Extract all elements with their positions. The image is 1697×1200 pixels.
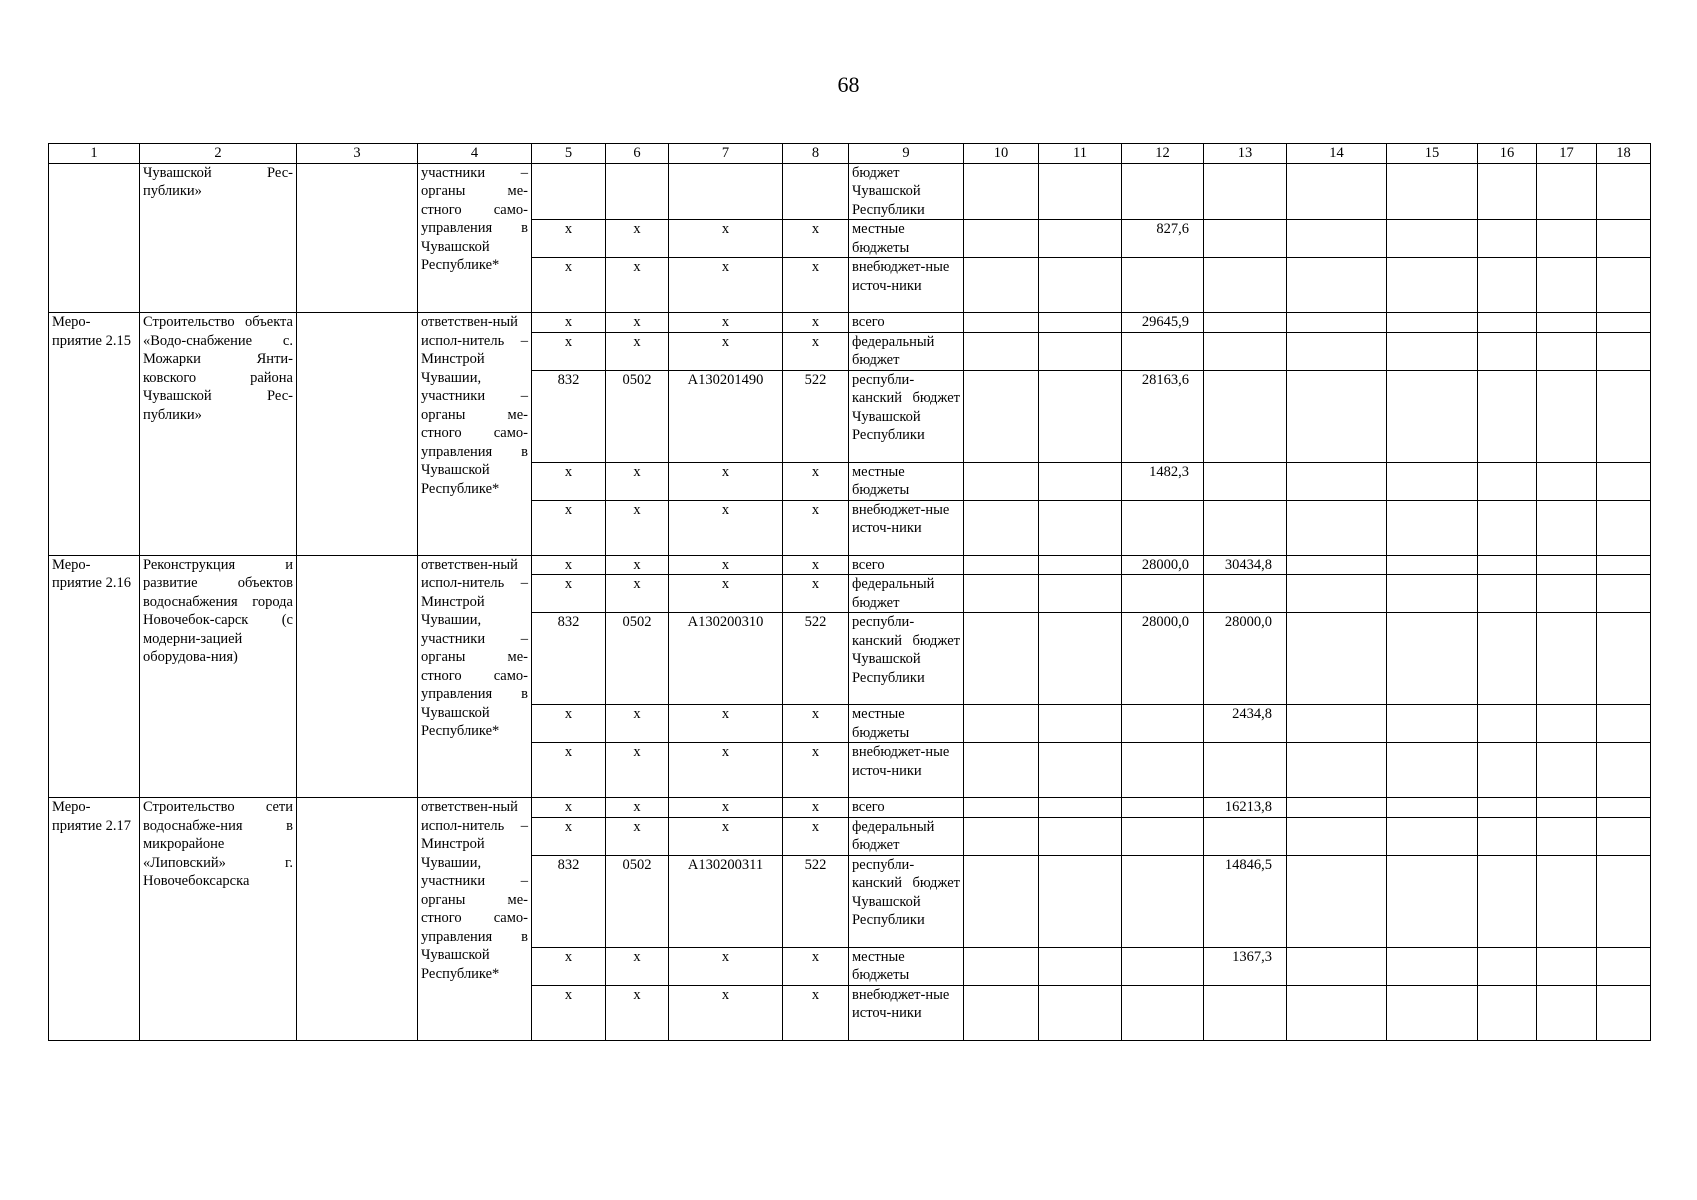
value-col-18 <box>1597 555 1651 575</box>
value-col-18 <box>1597 500 1651 555</box>
value-col-10 <box>964 370 1039 462</box>
grbs-code: x <box>532 500 606 555</box>
value-col-12 <box>1122 332 1204 370</box>
value-col-10 <box>964 500 1039 555</box>
event-col-3 <box>297 798 418 1041</box>
value-col-17 <box>1537 258 1597 313</box>
value-col-13: 16213,8 <box>1204 798 1287 818</box>
value-col-13 <box>1204 985 1287 1040</box>
value-col-15 <box>1387 817 1478 855</box>
event-executor: ответствен-ный испол-нитель – Минстрой Чувашии, участники – органы ме-стного само-управления в Чувашской Республике* <box>418 313 532 556</box>
column-header-7: 7 <box>669 144 783 164</box>
value-col-10 <box>964 705 1039 743</box>
value-col-17 <box>1537 575 1597 613</box>
grbs-code: x <box>532 798 606 818</box>
value-col-12 <box>1122 947 1204 985</box>
expense-type: 522 <box>783 613 849 705</box>
column-header-6: 6 <box>606 144 669 164</box>
section-code: x <box>606 555 669 575</box>
value-col-13 <box>1204 258 1287 313</box>
value-col-12 <box>1122 575 1204 613</box>
funding-source: республи-канский бюджет Чувашской Республики <box>849 613 964 705</box>
target-code: x <box>669 258 783 313</box>
section-code: x <box>606 798 669 818</box>
value-col-13 <box>1204 462 1287 500</box>
event-number <box>49 163 140 313</box>
value-col-15 <box>1387 798 1478 818</box>
value-col-12 <box>1122 817 1204 855</box>
target-code: x <box>669 555 783 575</box>
target-code: x <box>669 500 783 555</box>
event-number: Меро-приятие 2.15 <box>49 313 140 556</box>
value-col-14 <box>1287 985 1387 1040</box>
section-code: x <box>606 258 669 313</box>
value-col-17 <box>1537 220 1597 258</box>
value-col-12 <box>1122 798 1204 818</box>
value-col-16 <box>1478 370 1537 462</box>
target-code: А130200311 <box>669 855 783 947</box>
target-code: x <box>669 817 783 855</box>
value-col-14 <box>1287 258 1387 313</box>
target-code: x <box>669 575 783 613</box>
expense-type: x <box>783 575 849 613</box>
value-col-15 <box>1387 613 1478 705</box>
value-col-17 <box>1537 555 1597 575</box>
section-code: 0502 <box>606 613 669 705</box>
value-col-11 <box>1039 313 1122 333</box>
value-col-17 <box>1537 947 1597 985</box>
value-col-12 <box>1122 705 1204 743</box>
value-col-10 <box>964 163 1039 220</box>
value-col-10 <box>964 258 1039 313</box>
target-code <box>669 163 783 220</box>
target-code: x <box>669 313 783 333</box>
value-col-10 <box>964 985 1039 1040</box>
value-col-13 <box>1204 370 1287 462</box>
value-col-15 <box>1387 743 1478 798</box>
value-col-16 <box>1478 947 1537 985</box>
value-col-16 <box>1478 798 1537 818</box>
expense-type <box>783 163 849 220</box>
expense-type: x <box>783 798 849 818</box>
value-col-11 <box>1039 855 1122 947</box>
target-code: А130201490 <box>669 370 783 462</box>
value-col-11 <box>1039 705 1122 743</box>
value-col-13 <box>1204 500 1287 555</box>
value-col-10 <box>964 855 1039 947</box>
funding-source: бюджет Чувашской Республики <box>849 163 964 220</box>
value-col-10 <box>964 575 1039 613</box>
column-header-11: 11 <box>1039 144 1122 164</box>
value-col-15 <box>1387 555 1478 575</box>
value-col-16 <box>1478 613 1537 705</box>
budget-table <box>48 143 1651 1041</box>
value-col-14 <box>1287 798 1387 818</box>
value-col-14 <box>1287 743 1387 798</box>
expense-type: x <box>783 705 849 743</box>
value-col-17 <box>1537 313 1597 333</box>
value-col-17 <box>1537 705 1597 743</box>
event-name: Чувашской Рес-публики» <box>140 163 297 313</box>
value-col-12 <box>1122 500 1204 555</box>
expense-type: x <box>783 947 849 985</box>
value-col-16 <box>1478 575 1537 613</box>
value-col-16 <box>1478 743 1537 798</box>
column-header-8: 8 <box>783 144 849 164</box>
grbs-code: x <box>532 220 606 258</box>
value-col-18 <box>1597 462 1651 500</box>
value-col-18 <box>1597 985 1651 1040</box>
column-header-3: 3 <box>297 144 418 164</box>
section-code <box>606 163 669 220</box>
grbs-code: x <box>532 258 606 313</box>
value-col-16 <box>1478 985 1537 1040</box>
grbs-code <box>532 163 606 220</box>
funding-source: местные бюджеты <box>849 220 964 258</box>
value-col-12: 29645,9 <box>1122 313 1204 333</box>
event-number: Меро-приятие 2.16 <box>49 555 140 798</box>
value-col-15 <box>1387 575 1478 613</box>
grbs-code: x <box>532 985 606 1040</box>
column-header-16: 16 <box>1478 144 1537 164</box>
value-col-16 <box>1478 258 1537 313</box>
event-name: Реконструкция и развитие объектов водоснабжения города Новочебок-сарск (с модерни-зацией оборудова-ния) <box>140 555 297 798</box>
column-header-18: 18 <box>1597 144 1651 164</box>
expense-type: x <box>783 555 849 575</box>
value-col-12: 28000,0 <box>1122 613 1204 705</box>
target-code: А130200310 <box>669 613 783 705</box>
value-col-18 <box>1597 613 1651 705</box>
value-col-14 <box>1287 462 1387 500</box>
expense-type: 522 <box>783 855 849 947</box>
value-col-15 <box>1387 947 1478 985</box>
value-col-10 <box>964 462 1039 500</box>
grbs-code: x <box>532 313 606 333</box>
section-code: x <box>606 947 669 985</box>
event-executor: ответствен-ный испол-нитель – Минстрой Чувашии, участники – органы ме-стного само-управления в Чувашской Республике* <box>418 798 532 1041</box>
value-col-14 <box>1287 500 1387 555</box>
value-col-15 <box>1387 332 1478 370</box>
value-col-18 <box>1597 163 1651 220</box>
value-col-11 <box>1039 163 1122 220</box>
value-col-14 <box>1287 332 1387 370</box>
column-header-10: 10 <box>964 144 1039 164</box>
event-executor: ответствен-ный испол-нитель – Минстрой Чувашии, участники – органы ме-стного само-управления в Чувашской Республике* <box>418 555 532 798</box>
page-number: 68 <box>837 72 860 97</box>
column-header-15: 15 <box>1387 144 1478 164</box>
value-col-18 <box>1597 743 1651 798</box>
value-col-13: 30434,8 <box>1204 555 1287 575</box>
grbs-code: x <box>532 555 606 575</box>
value-col-15 <box>1387 855 1478 947</box>
value-col-17 <box>1537 370 1597 462</box>
value-col-13: 1367,3 <box>1204 947 1287 985</box>
column-header-13: 13 <box>1204 144 1287 164</box>
value-col-13 <box>1204 220 1287 258</box>
value-col-12 <box>1122 258 1204 313</box>
target-code: x <box>669 947 783 985</box>
table-row <box>49 313 1651 333</box>
section-code: x <box>606 985 669 1040</box>
value-col-15 <box>1387 985 1478 1040</box>
table-row <box>49 163 1651 220</box>
column-header-12: 12 <box>1122 144 1204 164</box>
value-col-17 <box>1537 163 1597 220</box>
value-col-11 <box>1039 985 1122 1040</box>
column-header-4: 4 <box>418 144 532 164</box>
value-col-16 <box>1478 817 1537 855</box>
value-col-18 <box>1597 220 1651 258</box>
value-col-11 <box>1039 947 1122 985</box>
column-header-14: 14 <box>1287 144 1387 164</box>
value-col-16 <box>1478 705 1537 743</box>
section-code: x <box>606 220 669 258</box>
value-col-12 <box>1122 985 1204 1040</box>
expense-type: x <box>783 985 849 1040</box>
value-col-16 <box>1478 855 1537 947</box>
value-col-17 <box>1537 855 1597 947</box>
value-col-12: 1482,3 <box>1122 462 1204 500</box>
value-col-14 <box>1287 575 1387 613</box>
value-col-10 <box>964 332 1039 370</box>
value-col-11 <box>1039 613 1122 705</box>
value-col-14 <box>1287 220 1387 258</box>
grbs-code: x <box>532 817 606 855</box>
column-header-5: 5 <box>532 144 606 164</box>
funding-source: внебюджет-ные источ-ники <box>849 985 964 1040</box>
value-col-14 <box>1287 817 1387 855</box>
value-col-14 <box>1287 947 1387 985</box>
funding-source: всего <box>849 798 964 818</box>
value-col-13 <box>1204 817 1287 855</box>
event-col-3 <box>297 163 418 313</box>
value-col-16 <box>1478 500 1537 555</box>
value-col-15 <box>1387 313 1478 333</box>
value-col-11 <box>1039 817 1122 855</box>
section-code: x <box>606 705 669 743</box>
value-col-14 <box>1287 855 1387 947</box>
value-col-10 <box>964 613 1039 705</box>
column-header-1: 1 <box>49 144 140 164</box>
grbs-code: x <box>532 743 606 798</box>
value-col-13 <box>1204 575 1287 613</box>
value-col-14 <box>1287 555 1387 575</box>
value-col-13 <box>1204 743 1287 798</box>
funding-source: федеральный бюджет <box>849 575 964 613</box>
funding-source: федеральный бюджет <box>849 332 964 370</box>
value-col-17 <box>1537 985 1597 1040</box>
funding-source: республи-канский бюджет Чувашской Республики <box>849 855 964 947</box>
value-col-12: 28000,0 <box>1122 555 1204 575</box>
value-col-11 <box>1039 462 1122 500</box>
event-number: Меро-приятие 2.17 <box>49 798 140 1041</box>
value-col-10 <box>964 798 1039 818</box>
target-code: x <box>669 798 783 818</box>
section-code: x <box>606 575 669 613</box>
value-col-15 <box>1387 163 1478 220</box>
value-col-18 <box>1597 313 1651 333</box>
section-code: x <box>606 313 669 333</box>
target-code: x <box>669 332 783 370</box>
expense-type: x <box>783 313 849 333</box>
target-code: x <box>669 220 783 258</box>
value-col-15 <box>1387 220 1478 258</box>
grbs-code: 832 <box>532 855 606 947</box>
section-code: 0502 <box>606 370 669 462</box>
grbs-code: x <box>532 705 606 743</box>
value-col-18 <box>1597 798 1651 818</box>
value-col-16 <box>1478 163 1537 220</box>
funding-source: внебюджет-ные источ-ники <box>849 743 964 798</box>
grbs-code: x <box>532 947 606 985</box>
value-col-11 <box>1039 555 1122 575</box>
value-col-13 <box>1204 163 1287 220</box>
section-code: x <box>606 743 669 798</box>
value-col-17 <box>1537 743 1597 798</box>
value-col-15 <box>1387 500 1478 555</box>
grbs-code: x <box>532 462 606 500</box>
value-col-10 <box>964 817 1039 855</box>
value-col-18 <box>1597 855 1651 947</box>
funding-source: внебюджет-ные источ-ники <box>849 258 964 313</box>
value-col-11 <box>1039 332 1122 370</box>
value-col-10 <box>964 743 1039 798</box>
event-executor: участники – органы ме-стного само-управления в Чувашской Республике* <box>418 163 532 313</box>
value-col-12: 28163,6 <box>1122 370 1204 462</box>
target-code: x <box>669 462 783 500</box>
value-col-17 <box>1537 332 1597 370</box>
value-col-14 <box>1287 313 1387 333</box>
value-col-11 <box>1039 220 1122 258</box>
value-col-16 <box>1478 462 1537 500</box>
value-col-16 <box>1478 220 1537 258</box>
event-col-3 <box>297 555 418 798</box>
section-code: x <box>606 500 669 555</box>
funding-source: внебюджет-ные источ-ники <box>849 500 964 555</box>
funding-source: всего <box>849 313 964 333</box>
value-col-18 <box>1597 705 1651 743</box>
value-col-18 <box>1597 817 1651 855</box>
value-col-12 <box>1122 163 1204 220</box>
section-code: x <box>606 462 669 500</box>
value-col-11 <box>1039 743 1122 798</box>
value-col-17 <box>1537 613 1597 705</box>
value-col-16 <box>1478 555 1537 575</box>
column-header-9: 9 <box>849 144 964 164</box>
value-col-16 <box>1478 313 1537 333</box>
funding-source: местные бюджеты <box>849 705 964 743</box>
value-col-18 <box>1597 370 1651 462</box>
funding-source: республи-канский бюджет Чувашской Республики <box>849 370 964 462</box>
value-col-14 <box>1287 705 1387 743</box>
header-row <box>49 144 1651 164</box>
expense-type: x <box>783 817 849 855</box>
event-name: Строительство объекта «Водо-снабжение с. Можарки Янти-ковского района Чувашской Рес-публики» <box>140 313 297 556</box>
expense-type: x <box>783 462 849 500</box>
value-col-13: 14846,5 <box>1204 855 1287 947</box>
value-col-11 <box>1039 258 1122 313</box>
value-col-14 <box>1287 370 1387 462</box>
target-code: x <box>669 743 783 798</box>
value-col-13 <box>1204 332 1287 370</box>
section-code: x <box>606 332 669 370</box>
value-col-17 <box>1537 817 1597 855</box>
event-col-3 <box>297 313 418 556</box>
expense-type: x <box>783 500 849 555</box>
grbs-code: 832 <box>532 370 606 462</box>
value-col-12 <box>1122 855 1204 947</box>
value-col-11 <box>1039 370 1122 462</box>
value-col-18 <box>1597 947 1651 985</box>
value-col-18 <box>1597 575 1651 613</box>
value-col-12 <box>1122 743 1204 798</box>
value-col-10 <box>964 947 1039 985</box>
value-col-11 <box>1039 575 1122 613</box>
target-code: x <box>669 985 783 1040</box>
grbs-code: 832 <box>532 613 606 705</box>
target-code: x <box>669 705 783 743</box>
value-col-15 <box>1387 258 1478 313</box>
expense-type: x <box>783 258 849 313</box>
value-col-15 <box>1387 462 1478 500</box>
funding-source: местные бюджеты <box>849 462 964 500</box>
value-col-10 <box>964 555 1039 575</box>
event-name: Строительство сети водоснабже-ния в микрорайоне «Липовский» г. Новочебоксарска <box>140 798 297 1041</box>
section-code: x <box>606 817 669 855</box>
value-col-14 <box>1287 163 1387 220</box>
value-col-13: 2434,8 <box>1204 705 1287 743</box>
section-code: 0502 <box>606 855 669 947</box>
value-col-16 <box>1478 332 1537 370</box>
table-row <box>49 798 1651 818</box>
value-col-11 <box>1039 798 1122 818</box>
value-col-13 <box>1204 313 1287 333</box>
value-col-10 <box>964 313 1039 333</box>
column-header-17: 17 <box>1537 144 1597 164</box>
grbs-code: x <box>532 575 606 613</box>
value-col-17 <box>1537 462 1597 500</box>
value-col-11 <box>1039 500 1122 555</box>
value-col-17 <box>1537 500 1597 555</box>
column-header-2: 2 <box>140 144 297 164</box>
value-col-13: 28000,0 <box>1204 613 1287 705</box>
table-row <box>49 555 1651 575</box>
value-col-18 <box>1597 332 1651 370</box>
value-col-18 <box>1597 258 1651 313</box>
value-col-12: 827,6 <box>1122 220 1204 258</box>
value-col-15 <box>1387 705 1478 743</box>
funding-source: федеральный бюджет <box>849 817 964 855</box>
funding-source: всего <box>849 555 964 575</box>
grbs-code: x <box>532 332 606 370</box>
value-col-10 <box>964 220 1039 258</box>
value-col-14 <box>1287 613 1387 705</box>
value-col-15 <box>1387 370 1478 462</box>
expense-type: x <box>783 220 849 258</box>
expense-type: 522 <box>783 370 849 462</box>
expense-type: x <box>783 332 849 370</box>
expense-type: x <box>783 743 849 798</box>
funding-source: местные бюджеты <box>849 947 964 985</box>
value-col-17 <box>1537 798 1597 818</box>
